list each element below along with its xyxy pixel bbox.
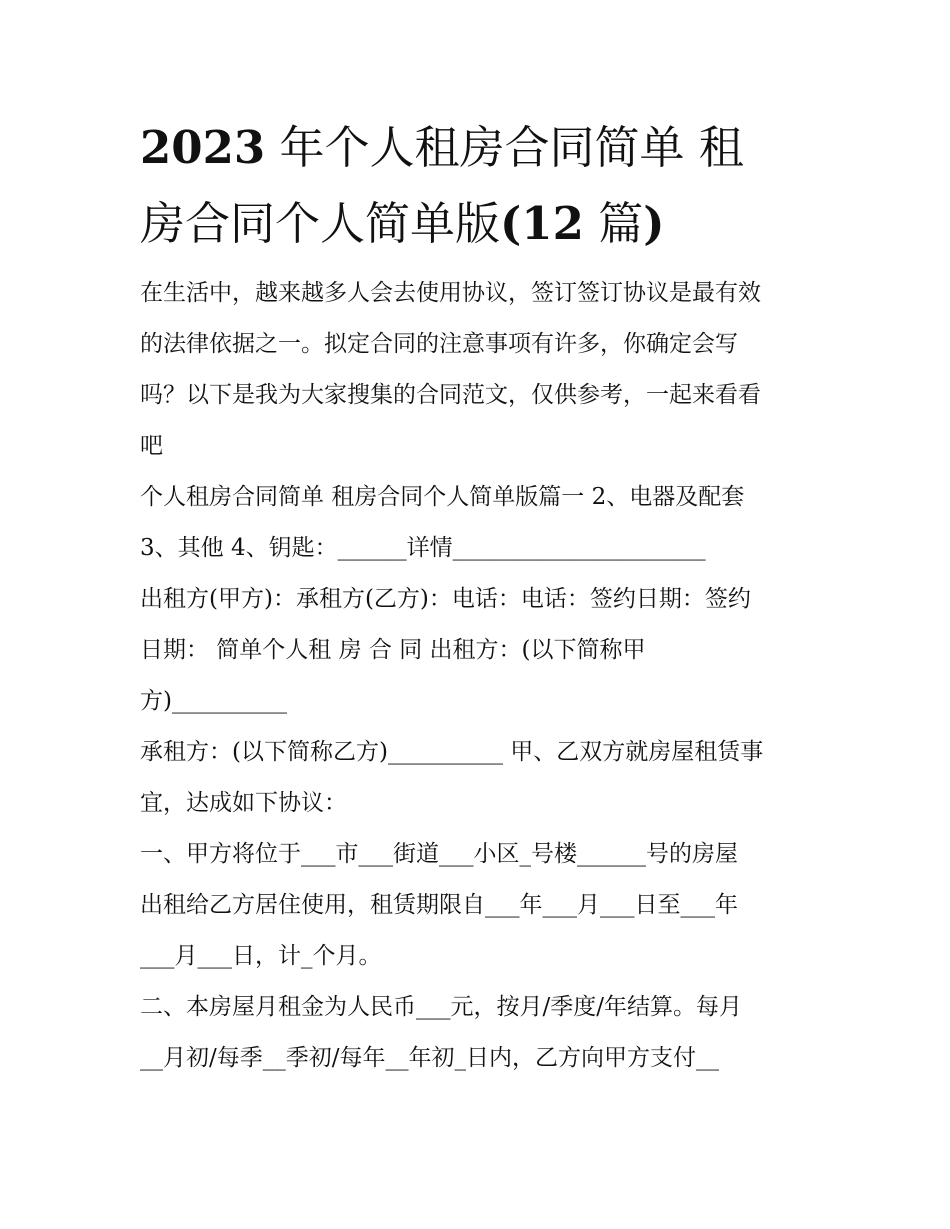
text-line: 宜，达成如下协议： [140, 790, 347, 816]
text-line: 个人租房合同简单 租房合同个人简单版篇一 2、电器及配套 [140, 484, 745, 510]
text-line: 吧 [140, 433, 163, 459]
text-line: 出租给乙方居住使用，租赁期限自___年___月___日至___年 [140, 892, 738, 918]
document-title [140, 110, 820, 262]
parties-paragraph [140, 574, 820, 727]
document-page [140, 110, 820, 1084]
clause-one-paragraph [140, 829, 820, 982]
intro-paragraph [140, 268, 820, 472]
clause-two-paragraph [140, 982, 820, 1084]
text-line: 出租方(甲方)：承租方(乙方)：电话：电话：签约日期：签约 [140, 586, 751, 612]
text-line: 在生活中，越来越多人会去使用协议，签订签订协议是最有效 [140, 280, 761, 306]
text-line: 的法律依据之一。拟定合同的注意事项有许多，你确定会写 [140, 331, 738, 357]
section-heading-paragraph [140, 472, 820, 574]
tenant-paragraph [140, 727, 820, 829]
text-line: 日期： 简单个人租 房 合 同 出租方：(以下简称甲 [140, 637, 646, 663]
text-line: 吗？以下是我为大家搜集的合同范文，仅供参考，一起来看看 [140, 382, 761, 408]
text-line: 3、其他 4、钥匙：______详情______________________ [140, 535, 706, 561]
title-line-1: 2023 年个人租房合同简单 租 [140, 121, 744, 174]
text-line: 一、甲方将位于___市___街道___小区_号楼______号的房屋 [140, 841, 738, 867]
title-line-2: 房合同个人简单版(12 篇) [140, 197, 665, 250]
text-line: ___月___日，计_个月。 [140, 943, 382, 969]
text-line: 承租方：(以下简称乙方)__________ 甲、乙双方就房屋租赁事 [140, 739, 764, 765]
text-line: 方)__________ [140, 688, 287, 714]
text-line: __月初/每季__季初/每年__年初_日内，乙方向甲方支付__ [140, 1045, 719, 1071]
text-line: 二、本房屋月租金为人民币___元，按月/季度/年结算。每月 [140, 994, 742, 1020]
